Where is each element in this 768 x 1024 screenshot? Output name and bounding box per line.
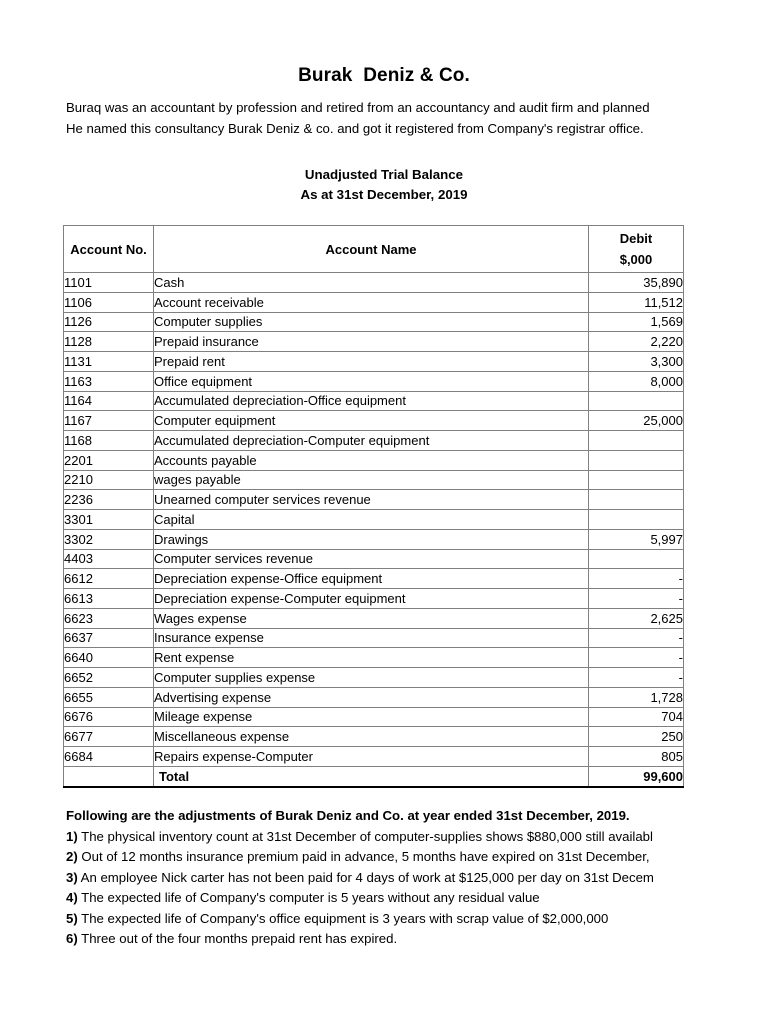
table-row xyxy=(64,352,684,372)
cell-account-name: Unearned computer services revenue xyxy=(154,490,589,510)
table-row xyxy=(64,490,684,510)
cell-account-no: 6637 xyxy=(64,628,154,648)
table-row xyxy=(64,549,684,569)
cell-account-name: Accounts payable xyxy=(154,450,589,470)
adjustment-marker: 5) xyxy=(66,910,78,926)
cell-debit xyxy=(589,450,684,470)
adjustment-item xyxy=(66,888,768,909)
table-header xyxy=(64,226,684,273)
column-header-debit-label: Debit xyxy=(619,231,653,246)
cell-account-name: Repairs expense-Computer xyxy=(154,747,589,767)
cell-account-name: Computer supplies xyxy=(154,312,589,332)
table-row xyxy=(64,668,684,688)
adjustment-text: The expected life of Company's office equipment is 3 years with scrap value of $2,000,000 xyxy=(81,910,609,926)
table-row xyxy=(64,450,684,470)
table-row xyxy=(64,391,684,411)
cell-account-no: 6676 xyxy=(64,707,154,727)
cell-debit: 1,728 xyxy=(589,687,684,707)
cell-account-name: Drawings xyxy=(154,529,589,549)
cell-account-name: Computer supplies expense xyxy=(154,668,589,688)
table-row xyxy=(64,312,684,332)
table-row xyxy=(64,411,684,431)
cell-account-name: Computer equipment xyxy=(154,411,589,431)
cell-account-no: 2236 xyxy=(64,490,154,510)
cell-account-name: Account receivable xyxy=(154,292,589,312)
cell-account-no: 3301 xyxy=(64,510,154,530)
table-row xyxy=(64,608,684,628)
cell-total-debit: 99,600 xyxy=(589,766,684,787)
table-row xyxy=(64,273,684,293)
cell-debit: 11,512 xyxy=(589,292,684,312)
cell-account-no: 6612 xyxy=(64,569,154,589)
cell-account-no: 3302 xyxy=(64,529,154,549)
cell-account-name: Rent expense xyxy=(154,648,589,668)
table-row xyxy=(64,332,684,352)
intro-line: He named this consultancy Burak Deniz & co. and got it registered from Company's registrar office. xyxy=(66,120,644,136)
table-row xyxy=(64,510,684,530)
cell-debit: 704 xyxy=(589,707,684,727)
cell-account-no: 1131 xyxy=(64,352,154,372)
cell-debit: 2,625 xyxy=(589,608,684,628)
column-header-account-name: Account Name xyxy=(154,226,589,273)
adjustments-list xyxy=(66,827,768,950)
cell-debit: - xyxy=(589,668,684,688)
adjustment-marker: 2) xyxy=(66,849,78,865)
column-header-account-no: Account No. xyxy=(64,226,154,273)
adjustments-section xyxy=(0,788,768,950)
cell-total-label: Total xyxy=(154,766,589,787)
adjustment-item xyxy=(66,827,768,848)
intro-paragraph xyxy=(0,88,768,139)
adjustment-item xyxy=(66,929,768,950)
cell-account-no: 4403 xyxy=(64,549,154,569)
cell-account-name: Insurance expense xyxy=(154,628,589,648)
cell-account-name: Accumulated depreciation-Office equipment xyxy=(154,391,589,411)
table-row xyxy=(64,431,684,451)
cell-debit: - xyxy=(589,569,684,589)
cell-account-no: 1106 xyxy=(64,292,154,312)
cell-account-no: 6640 xyxy=(64,648,154,668)
cell-debit xyxy=(589,549,684,569)
statement-date: As at 31st December, 2019 xyxy=(300,187,468,202)
cell-account-no: 1168 xyxy=(64,431,154,451)
cell-account-no: 6677 xyxy=(64,727,154,747)
cell-debit: - xyxy=(589,628,684,648)
cell-debit xyxy=(589,470,684,490)
cell-account-no: 2210 xyxy=(64,470,154,490)
adjustment-item xyxy=(66,847,768,868)
column-header-debit-units: $,000 xyxy=(619,252,653,267)
cell-account-name: Depreciation expense-Office equipment xyxy=(154,569,589,589)
adjustment-text: The expected life of Company's computer is 5 years without any residual value xyxy=(81,890,540,906)
cell-account-no: 6613 xyxy=(64,589,154,609)
table-row xyxy=(64,727,684,747)
cell-account-no: 2201 xyxy=(64,450,154,470)
cell-account-name: Cash xyxy=(154,273,589,293)
cell-debit xyxy=(589,431,684,451)
table-row xyxy=(64,628,684,648)
cell-account-no: 1164 xyxy=(64,391,154,411)
cell-debit xyxy=(589,490,684,510)
cell-debit: 250 xyxy=(589,727,684,747)
table-row xyxy=(64,707,684,727)
adjustments-heading: Following are the adjustments of Burak Deniz and Co. at year ended 31st December, 2019. xyxy=(66,808,630,824)
cell-debit: 25,000 xyxy=(589,411,684,431)
cell-debit: - xyxy=(589,648,684,668)
cell-account-name: Miscellaneous expense xyxy=(154,727,589,747)
adjustment-item xyxy=(66,868,768,889)
cell-account-name: Computer services revenue xyxy=(154,549,589,569)
adjustment-item xyxy=(66,909,768,930)
cell-debit: - xyxy=(589,589,684,609)
cell-debit: 2,220 xyxy=(589,332,684,352)
adjustment-marker: 4) xyxy=(66,890,78,906)
cell-account-name: Accumulated depreciation-Computer equipment xyxy=(154,431,589,451)
cell-debit xyxy=(589,510,684,530)
table-total-row xyxy=(64,766,684,787)
intro-line: Buraq was an accountant by profession and retired from an accountancy and audit firm and planned xyxy=(66,100,650,115)
table-row xyxy=(64,529,684,549)
cell-account-no: 1101 xyxy=(64,273,154,293)
cell-debit: 8,000 xyxy=(589,371,684,391)
table-row xyxy=(64,371,684,391)
statement-title: Unadjusted Trial Balance xyxy=(304,167,464,182)
company-title: Burak Deniz & Co. xyxy=(298,65,470,86)
cell-account-no: 6655 xyxy=(64,687,154,707)
cell-account-name: Mileage expense xyxy=(154,707,589,727)
cell-debit: 805 xyxy=(589,747,684,767)
adjustment-marker: 1) xyxy=(66,828,78,844)
table-body xyxy=(64,273,684,788)
cell-account-name: Capital xyxy=(154,510,589,530)
adjustment-text: Out of 12 months insurance premium paid in advance, 5 months have expired on 31st December, xyxy=(81,849,650,865)
cell-account-no: 6623 xyxy=(64,608,154,628)
cell-debit: 35,890 xyxy=(589,273,684,293)
cell-debit: 1,569 xyxy=(589,312,684,332)
trial-balance-table xyxy=(63,225,684,788)
cell-account-name: Depreciation expense-Computer equipment xyxy=(154,589,589,609)
cell-debit xyxy=(589,391,684,411)
cell-account-name: Advertising expense xyxy=(154,687,589,707)
cell-account-name: Wages expense xyxy=(154,608,589,628)
adjustment-marker: 6) xyxy=(66,931,78,947)
cell-debit: 3,300 xyxy=(589,352,684,372)
trial-balance-table-wrapper xyxy=(0,205,768,788)
cell-account-no: 1167 xyxy=(64,411,154,431)
adjustment-text: Three out of the four months prepaid rent has expired. xyxy=(81,931,398,947)
table-row xyxy=(64,589,684,609)
cell-total-account-no xyxy=(64,766,154,787)
table-header-row xyxy=(64,226,684,273)
cell-account-name: Prepaid insurance xyxy=(154,332,589,352)
cell-account-name: Prepaid rent xyxy=(154,352,589,372)
adjustment-marker: 3) xyxy=(66,869,78,885)
cell-account-no: 1128 xyxy=(64,332,154,352)
cell-account-no: 6652 xyxy=(64,668,154,688)
cell-account-name: Office equipment xyxy=(154,371,589,391)
adjustment-text: An employee Nick carter has not been paid for 4 days of work at $125,000 per day on 31st Decem xyxy=(80,869,654,885)
column-header-debit xyxy=(589,226,684,273)
table-row xyxy=(64,470,684,490)
table-row xyxy=(64,648,684,668)
table-row xyxy=(64,747,684,767)
table-row xyxy=(64,292,684,312)
cell-account-no: 1163 xyxy=(64,371,154,391)
table-row xyxy=(64,687,684,707)
table-row xyxy=(64,569,684,589)
adjustment-text: The physical inventory count at 31st December of computer-supplies shows $880,000 still availabl xyxy=(81,828,653,844)
cell-debit: 5,997 xyxy=(589,529,684,549)
cell-account-no: 6684 xyxy=(64,747,154,767)
cell-account-name: wages payable xyxy=(154,470,589,490)
cell-account-no: 1126 xyxy=(64,312,154,332)
